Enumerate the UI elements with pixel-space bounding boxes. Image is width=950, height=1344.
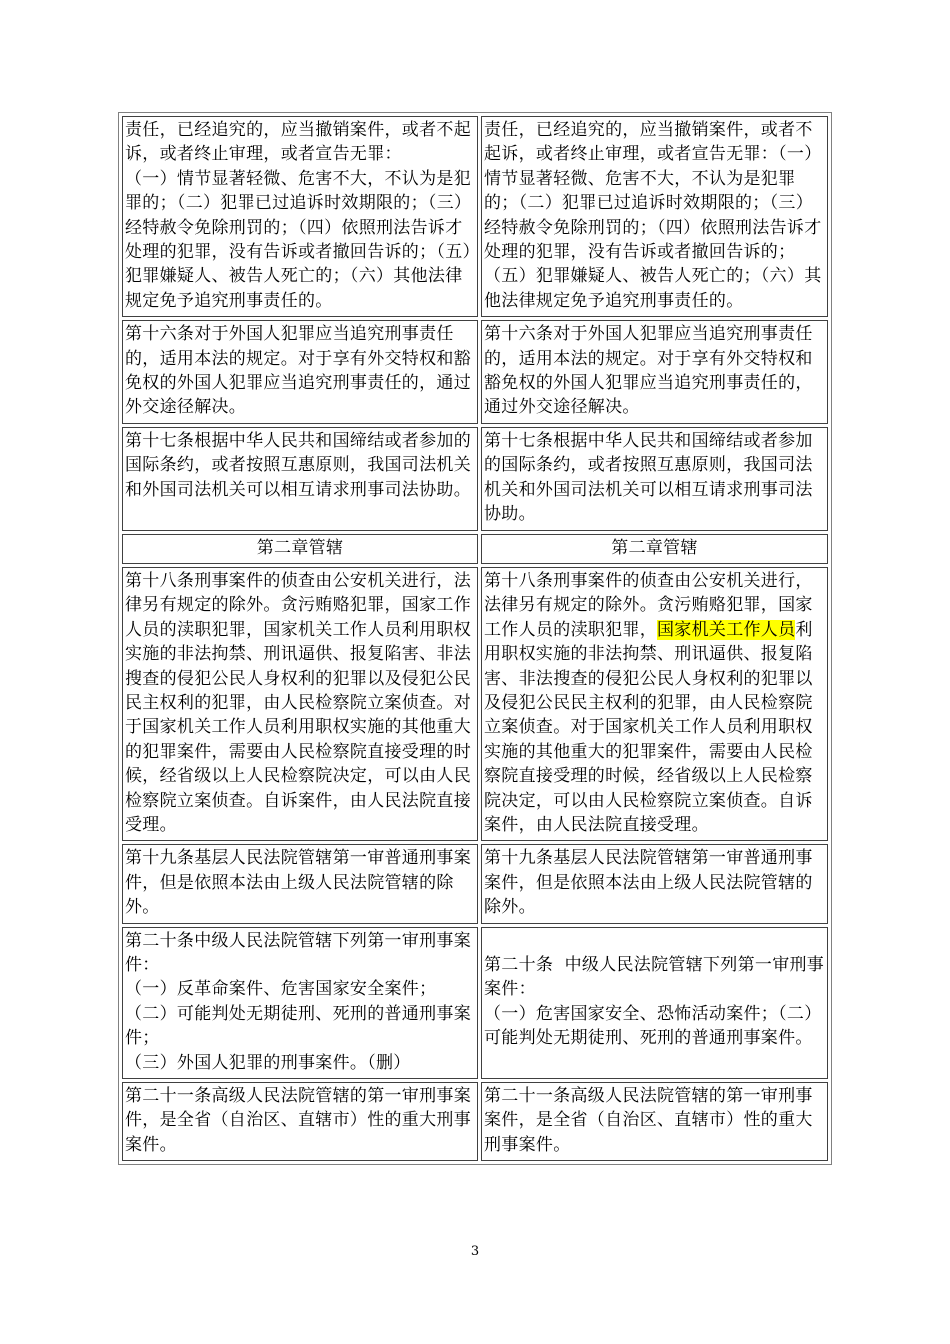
table-row xyxy=(122,116,828,317)
table-row xyxy=(122,567,828,841)
table-row xyxy=(122,427,828,531)
original-text-cell: 第十七条根据中华人民共和国缔结或者参加的国际条约，或者按照互惠原则，我国司法机关和外国司法机关可以相互请求刑事司法协助。 xyxy=(122,427,478,531)
comparison-table xyxy=(118,112,832,1165)
revised-text-cell: 第二十一条高级人民法院管辖的第一审刑事案件，是全省（自治区、直辖市）性的重大刑事案件。 xyxy=(481,1082,828,1161)
chapter-heading-original: 第二章管辖 xyxy=(122,534,478,564)
chapter-heading-revised: 第二章管辖 xyxy=(481,534,828,564)
table-row xyxy=(122,1082,828,1161)
original-text-cell: 第十六条对于外国人犯罪应当追究刑事责任的，适用本法的规定。对于享有外交特权和豁免权的外国人犯罪应当追究刑事责任的，通过外交途径解决。 xyxy=(122,320,478,424)
table-row xyxy=(122,844,828,923)
highlighted-text: 国家机关工作人员 xyxy=(657,619,796,640)
original-text-cell: 第二十条中级人民法院管辖下列第一审刑事案件： （一）反革命案件、危害国家安全案件； （二）可能判处无期徒刑、死刑的普通刑事案件； （三）外国人犯罪的刑事案件。（删） xyxy=(122,927,478,1079)
revised-text-cell: 第十九条基层人民法院管辖第一审普通刑事案件，但是依照本法由上级人民法院管辖的除外。 xyxy=(481,844,828,923)
original-text-cell: 第二十一条高级人民法院管辖的第一审刑事案件，是全省（自治区、直辖市）性的重大刑事案件。 xyxy=(122,1082,478,1161)
original-text-cell: 第十八条刑事案件的侦查由公安机关进行，法律另有规定的除外。贪污贿赂犯罪，国家工作人员的渎职犯罪，国家机关工作人员利用职权实施的非法拘禁、刑讯逼供、报复陷害、非法搜查的侵犯公民人身权利的犯罪以及侵犯公民民主权利的犯罪，由人民检察院立案侦查。对于国家机关工作人员利用职权实施的其他重大的犯罪案件，需要由人民检察院直接受理的时候，经省级以上人民检察院决定，可以由人民检察院立案侦查。自诉案件，由人民法院直接受理。 xyxy=(122,567,478,841)
revised-text-cell: 责任，已经追究的，应当撤销案件，或者不起诉，或者终止审理，或者宣告无罪：（一）情节显著轻微、危害不大，不认为是犯罪的；（二）犯罪已过追诉时效期限的；（三）经特赦令免除刑罚的；（四）依照刑法告诉才处理的犯罪，没有告诉或者撤回告诉的；（五）犯罪嫌疑人、被告人死亡的；（六）其他法律规定免予追究刑事责任的。 xyxy=(481,116,828,317)
revised-text-after: 利用职权实施的非法拘禁、刑讯逼供、报复陷害、非法搜查的侵犯公民人身权利的犯罪以及侵犯公民民主权利的犯罪，由人民检察院立案侦查。对于国家机关工作人员利用职权实施的其他重大的犯罪案件，需要由人民检察院直接受理的时候，经省级以上人民检察院决定，可以由人民检察院立案侦查。自诉案件，由人民法院直接受理。 xyxy=(484,619,813,835)
revised-text-cell: 第十六条对于外国人犯罪应当追究刑事责任的，适用本法的规定。对于享有外交特权和豁免权的外国人犯罪应当追究刑事责任的，通过外交途径解决。 xyxy=(481,320,828,424)
table-row xyxy=(122,927,828,1079)
revised-text-cell: 第十七条根据中华人民共和国缔结或者参加的国际条约，或者按照互惠原则，我国司法机关和外国司法机关可以相互请求刑事司法协助。 xyxy=(481,427,828,531)
original-text-cell: 责任，已经追究的，应当撤销案件，或者不起诉，或者终止审理，或者宣告无罪： （一）情节显著轻微、危害不大，不认为是犯罪的；（二）犯罪已过追诉时效期限的；（三）经特赦令免除刑罚的；（四）依照刑法告诉才处理的犯罪，没有告诉或者撤回告诉的；（五）犯罪嫌疑人、被告人死亡的；（六）其他法律规定免予追究刑事责任的。 xyxy=(122,116,478,317)
original-text-cell: 第十九条基层人民法院管辖第一审普通刑事案件，但是依照本法由上级人民法院管辖的除外。 xyxy=(122,844,478,923)
chapter-heading-row xyxy=(122,534,828,564)
revised-text-cell xyxy=(481,567,828,841)
page-number: 3 xyxy=(470,1244,480,1259)
table-row xyxy=(122,320,828,424)
revised-text-cell: 第二十条 中级人民法院管辖下列第一审刑事案件： （一）危害国家安全、恐怖活动案件；（二）可能判处无期徒刑、死刑的普通刑事案件。 xyxy=(481,927,828,1079)
revised-text-before: 第十八条刑事案件的侦查由公安机关进行，法律另有规定的除外。贪污贿赂犯罪，国家工作人员的渎职犯罪， xyxy=(484,570,813,640)
